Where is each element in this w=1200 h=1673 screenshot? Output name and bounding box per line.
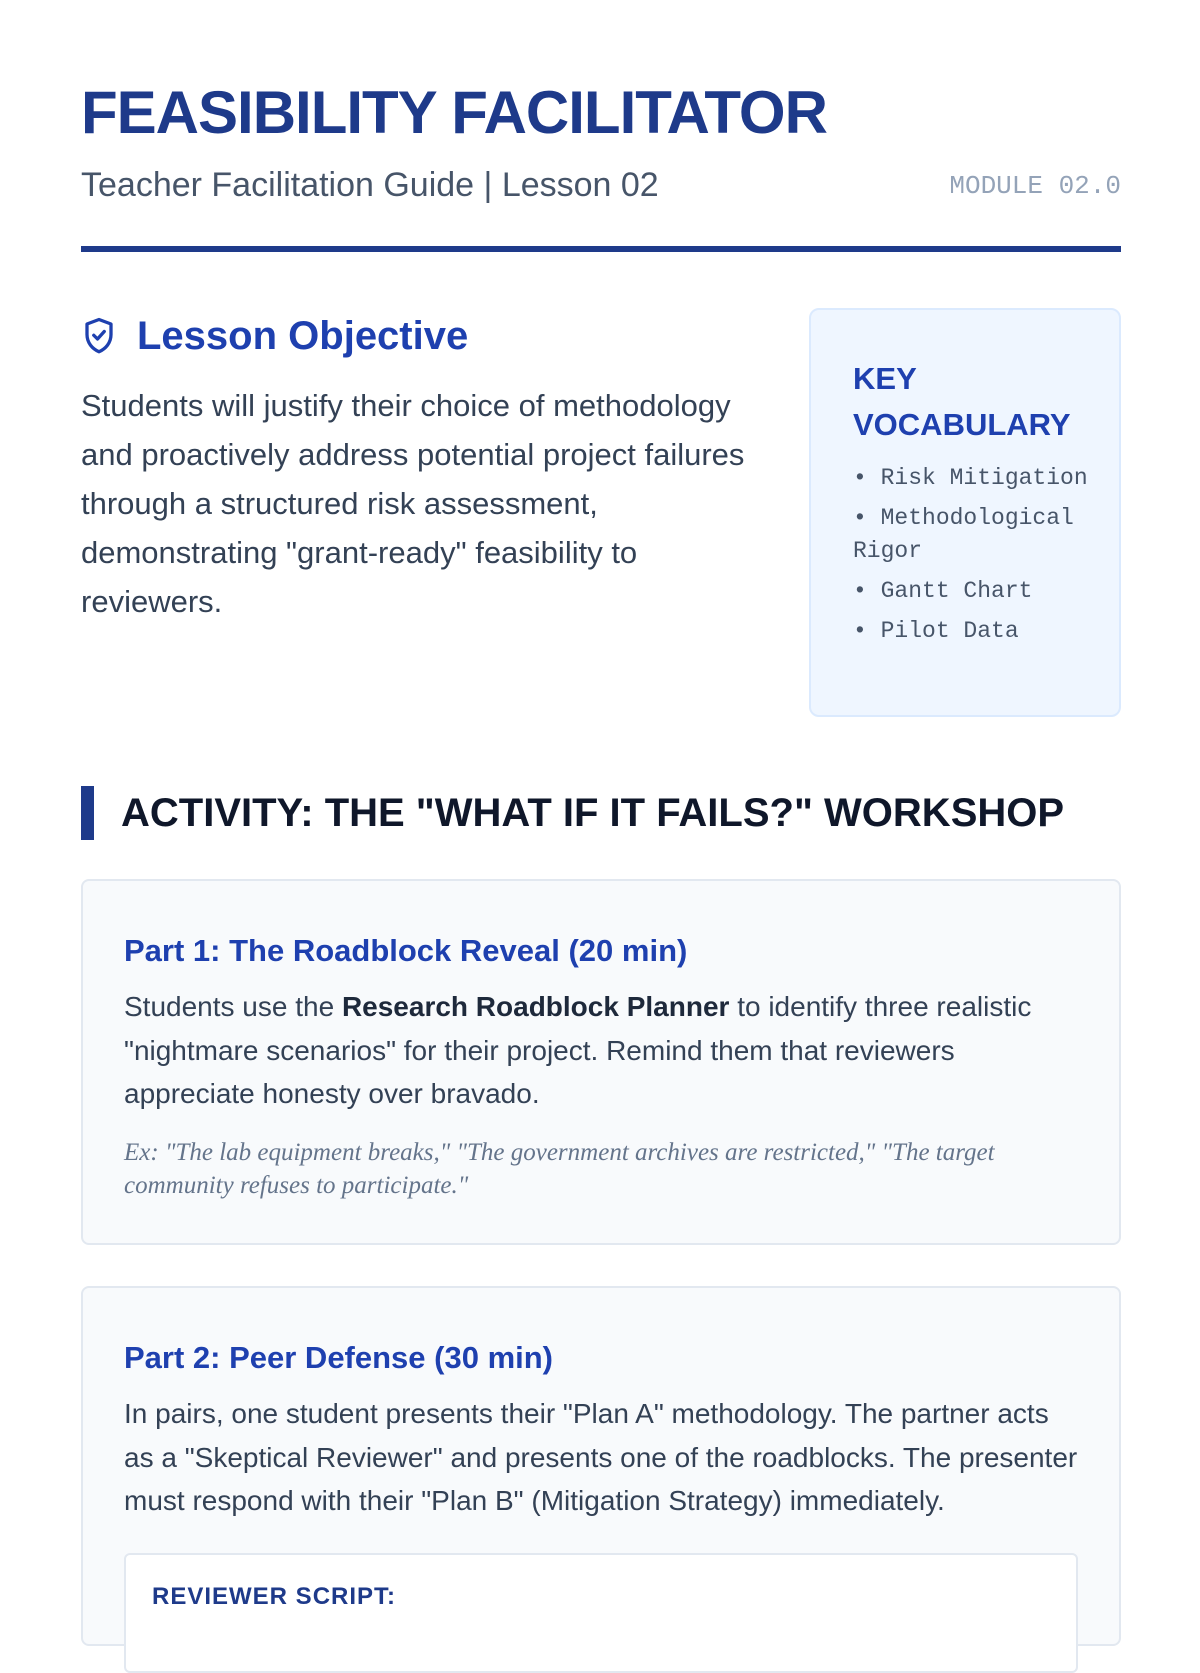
part-2-title: Part 2: Peer Defense (30 min) <box>124 1340 554 1375</box>
research-roadblock-planner-term: Research Roadblock Planner <box>341 991 730 1022</box>
page-subtitle: Teacher Facilitation Guide | Lesson 02 <box>81 166 659 204</box>
vocabulary-list <box>853 462 1099 648</box>
vocabulary-item: • Risk Mitigation <box>853 465 1088 491</box>
reviewer-script-label: REVIEWER SCRIPT: <box>152 1582 397 1610</box>
module-code: MODULE 02.0 <box>949 171 1121 201</box>
reviewer-script-box <box>124 1553 1078 1673</box>
key-vocabulary-box <box>809 308 1121 717</box>
part-1-title: Part 1: The Roadblock Reveal (20 min) <box>124 933 688 968</box>
objective-text: Students will justify their choice of methodology and proactively address potential project failures through a structured risk assessment, demonstrating "grant-ready" feasibility to reviewers. <box>81 388 745 619</box>
vocabulary-item: • Methodological Rigor <box>853 505 1074 564</box>
vocabulary-item: • Pilot Data <box>853 618 1019 644</box>
part-1-body-end: to identify three realistic "nightmare scenarios" for their project. Remind them that reviewers appreciate honesty over bravado. <box>124 991 1032 1109</box>
activity-accent-bar <box>81 786 94 840</box>
objective-heading <box>81 306 771 366</box>
facilitation-guide-page <box>81 0 1121 1610</box>
vocabulary-title: KEY VOCABULARY <box>853 361 1071 442</box>
part-1-example: Ex: "The lab equipment breaks," "The government archives are restricted," "The target community refuses to participate." <box>124 1138 995 1199</box>
lesson-objective-section <box>81 306 771 626</box>
activity-title: ACTIVITY: THE "WHAT IF IT FAILS?" WORKSHOP <box>121 791 1065 835</box>
vocabulary-item: • Gantt Chart <box>853 578 1033 604</box>
part-2-body: In pairs, one student presents their "Plan A" methodology. The partner acts as a "Skeptical Reviewer" and presents one of the roadblocks. The presenter must respond with their "Plan B" (Mitigation Strategy) immediately. <box>124 1398 1078 1516</box>
part-1-body-start: Students use the <box>124 991 342 1022</box>
part-1-body <box>124 985 1078 1116</box>
page-title: FEASIBILITY FACILITATOR <box>81 79 827 146</box>
activity-part-1-card <box>81 879 1121 1245</box>
header-divider <box>81 246 1121 252</box>
shield-check-icon <box>81 316 117 356</box>
activity-part-2-card <box>81 1286 1121 1646</box>
objective-title: Lesson Objective <box>137 314 469 358</box>
